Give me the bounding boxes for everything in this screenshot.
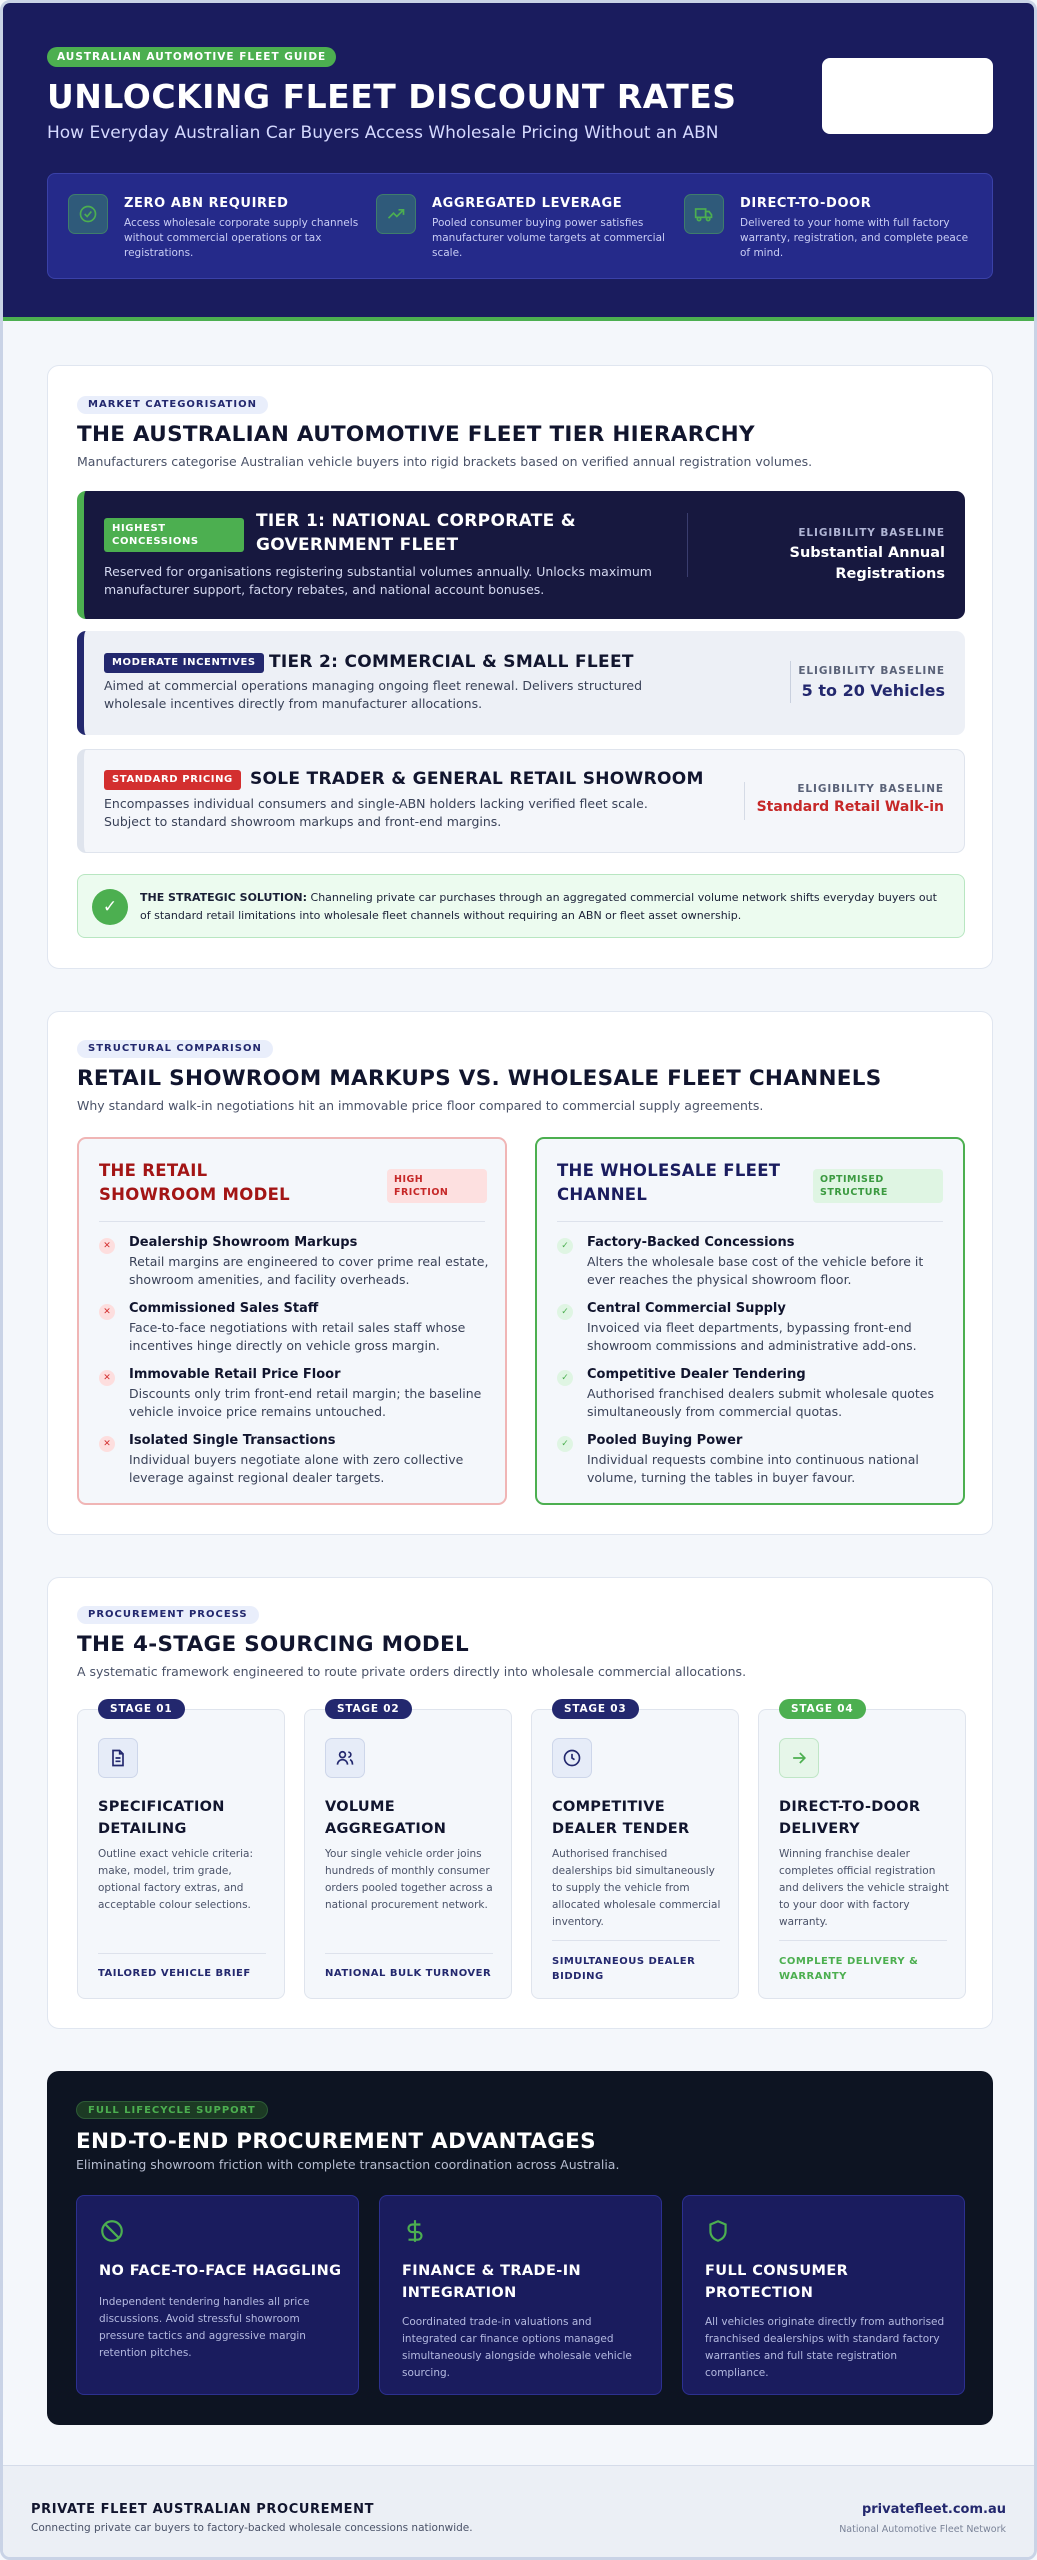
stage-desc: Authorised franchised dealerships bid simultaneously to supply the vehicle from allocated wholesale commercial inventory. [552, 1848, 721, 1928]
solution-lead: THE STRATEGIC SOLUTION: [140, 891, 308, 904]
section-subtitle: Why standard walk-in negotiations hit an immovable price floor compared to commercial supply agreements. [77, 1098, 764, 1113]
check-icon: ✓ [92, 889, 128, 925]
section-pill: STRUCTURAL COMPARISON [77, 1040, 273, 1058]
divider [557, 1221, 943, 1222]
stage-label: STAGE 04 [779, 1699, 866, 1719]
tier-title: SOLE TRADER & GENERAL RETAIL SHOWROOM [250, 769, 704, 789]
item-title: Competitive Dealer Tendering [587, 1367, 806, 1382]
x-icon: ✕ [99, 1238, 115, 1254]
section-subtitle: Manufacturers categorise Australian vehicle buyers into rigid brackets based on verified annual registration volumes. [77, 454, 813, 469]
section-title: THE AUSTRALIAN AUTOMOTIVE FLEET TIER HIERARCHY [77, 422, 755, 447]
stage-desc: Winning franchise dealer completes official registration and delivers the vehicle straight to your door with factory warranty. [779, 1848, 949, 1928]
retail-title: THE RETAIL SHOWROOM MODEL [99, 1161, 290, 1204]
trending-up-icon [376, 194, 416, 234]
check-icon: ✓ [557, 1370, 573, 1386]
advantage-title: NO FACE-TO-FACE HAGGLING [99, 2263, 342, 2279]
tier-1-card [77, 491, 965, 619]
divider [790, 661, 791, 703]
item-title: Commissioned Sales Staff [129, 1301, 319, 1316]
feature-desc: Pooled consumer buying power satisfies manufacturer volume targets at commercial scale. [432, 217, 665, 259]
footer-network: National Automotive Fleet Network [839, 2524, 1006, 2535]
tier-badge: HIGHEST CONCESSIONS [104, 518, 244, 552]
comparison-section [47, 1011, 993, 1535]
eligibility-label: ELIGIBILITY BASELINE [798, 665, 945, 677]
dollar-icon [402, 2218, 428, 2244]
eligibility-value: Standard Retail Walk-in [756, 799, 944, 815]
stage-card-03 [531, 1703, 739, 1999]
wholesale-channel-card [535, 1137, 965, 1505]
eligibility-value: 5 to 20 Vehicles [801, 681, 945, 700]
arrow-right-icon [779, 1738, 819, 1778]
divider [744, 782, 745, 820]
stage-label: STAGE 02 [325, 1699, 412, 1719]
item-title: Factory-Backed Concessions [587, 1235, 795, 1250]
stage-label: STAGE 01 [98, 1699, 185, 1719]
x-icon: ✕ [99, 1370, 115, 1386]
stage-footer: NATIONAL BULK TURNOVER [325, 1968, 492, 1979]
x-icon: ✕ [99, 1304, 115, 1320]
check-icon: ✓ [557, 1304, 573, 1320]
stage-desc: Your single vehicle order joins hundreds of monthly consumer orders pooled together across a national procurement network. [325, 1848, 493, 1911]
item-desc: Discounts only trim front-end retail margin; the baseline vehicle invoice price remains untouched. [129, 1386, 482, 1419]
process-section [47, 1577, 993, 2029]
item-title: Immovable Retail Price Floor [129, 1367, 341, 1382]
stage-footer: SIMULTANEOUS DEALER BIDDING [552, 1956, 696, 1982]
stage-title: DIRECT-TO-DOOR DELIVERY [779, 1799, 921, 1837]
tier-badge: STANDARD PRICING [104, 770, 241, 790]
hero-tag: AUSTRALIAN AUTOMOTIVE FLEET GUIDE [47, 47, 336, 67]
clock-icon [552, 1738, 592, 1778]
section-pill: PROCUREMENT PROCESS [77, 1606, 259, 1624]
stage-title: COMPETITIVE DEALER TENDER [552, 1799, 690, 1837]
page-subtitle: How Everyday Australian Car Buyers Access Wholesale Pricing Without an ABN [47, 123, 719, 143]
advantage-title: FULL CONSUMER PROTECTION [705, 2263, 849, 2301]
advantage-card-no-haggling [76, 2195, 359, 2395]
advantage-card-protection [682, 2195, 965, 2395]
section-pill: FULL LIFECYCLE SUPPORT [76, 2101, 268, 2119]
hero-banner [3, 3, 1034, 321]
retail-model-card [77, 1137, 507, 1505]
divider [552, 1940, 720, 1941]
shield-icon [705, 2218, 731, 2244]
wholesale-tag: OPTIMISED STRUCTURE [813, 1169, 943, 1203]
lifecycle-section [47, 2071, 993, 2425]
section-pill: MARKET CATEGORISATION [77, 396, 268, 414]
feature-title: DIRECT-TO-DOOR [740, 196, 872, 211]
tier-desc: Encompasses individual consumers and single-ABN holders lacking verified fleet scale. Subject to standard showroom markups and front-end margins. [104, 796, 648, 829]
x-icon: ✕ [99, 1436, 115, 1452]
page-title: UNLOCKING FLEET DISCOUNT RATES [47, 77, 737, 116]
section-subtitle: Eliminating showroom friction with complete transaction coordination across Australia. [76, 2157, 620, 2172]
logo-placeholder [822, 58, 993, 134]
stage-card-02 [304, 1703, 512, 1999]
item-title: Central Commercial Supply [587, 1301, 786, 1316]
item-desc: Invoiced via fleet departments, bypassing front-end showroom commissions and administrative add-ons. [587, 1320, 917, 1353]
item-desc: Alters the wholesale base cost of the vehicle before it ever reaches the physical showroom floor. [587, 1254, 924, 1287]
stage-desc: Outline exact vehicle criteria: make, model, trim grade, optional factory extras, and acceptable colour selections. [98, 1848, 253, 1911]
stage-label: STAGE 03 [552, 1699, 639, 1719]
divider [98, 1953, 266, 1954]
item-desc: Authorised franchised dealers submit wholesale quotes simultaneously from commercial quotas. [587, 1386, 935, 1419]
advantage-title: FINANCE & TRADE-IN INTEGRATION [402, 2263, 582, 2301]
item-desc: Face-to-face negotiations with retail sales staff whose incentives hinge directly on vehicle gross margin. [129, 1320, 466, 1353]
item-title: Dealership Showroom Markups [129, 1235, 358, 1250]
item-desc: Retail margins are engineered to cover prime real estate, showroom amenities, and facility overheads. [129, 1254, 489, 1287]
tier-badge: MODERATE INCENTIVES [104, 653, 264, 673]
tier-desc: Reserved for organisations registering substantial volumes annually. Unlocks maximum manufacturer support, factory rebates, and national account bonuses. [104, 564, 652, 597]
section-title: END-TO-END PROCUREMENT ADVANTAGES [76, 2129, 596, 2154]
stage-footer: TAILORED VEHICLE BRIEF [98, 1968, 251, 1979]
hero-features-panel [47, 173, 993, 279]
wholesale-title: THE WHOLESALE FLEET CHANNEL [557, 1161, 781, 1204]
tier-desc: Aimed at commercial operations managing ongoing fleet renewal. Delivers structured wholesale incentives directly from manufacturer allocations. [104, 678, 643, 711]
footer-url-link[interactable]: privatefleet.com.au [861, 2502, 1006, 2517]
eligibility-label: ELIGIBILITY BASELINE [798, 527, 945, 539]
check-icon: ✓ [557, 1436, 573, 1452]
no-entry-icon [99, 2218, 125, 2244]
advantage-card-finance [379, 2195, 662, 2395]
users-icon [325, 1738, 365, 1778]
solution-text [140, 889, 940, 925]
divider [99, 1221, 485, 1222]
check-icon: ✓ [557, 1238, 573, 1254]
tier-title: TIER 2: COMMERCIAL & SMALL FLEET [269, 652, 634, 672]
item-title: Isolated Single Transactions [129, 1433, 336, 1448]
tier-hierarchy-section [47, 365, 993, 969]
advantage-desc: Independent tendering handles all price discussions. Avoid stressful showroom pressure tactics and aggressive margin retention pitches. [99, 2296, 310, 2359]
stage-card-01 [77, 1703, 285, 1999]
item-desc: Individual requests combine into continuous national volume, turning the tables in buyer favour. [587, 1452, 919, 1485]
divider [779, 1940, 947, 1941]
stage-title: SPECIFICATION DETAILING [98, 1799, 225, 1837]
footer-subtitle: Connecting private car buyers to factory-backed wholesale concessions nationwide. [31, 2522, 473, 2534]
section-title: THE 4-STAGE SOURCING MODEL [77, 1632, 470, 1657]
stage-footer: COMPLETE DELIVERY & WARRANTY [779, 1956, 919, 1982]
truck-icon [684, 194, 724, 234]
page-footer [3, 2465, 1034, 2560]
section-title: RETAIL SHOWROOM MARKUPS VS. WHOLESALE FLEET CHANNELS [77, 1066, 882, 1091]
tier-2-card [77, 631, 965, 735]
footer-title: PRIVATE FLEET AUSTRALIAN PROCUREMENT [31, 2502, 375, 2517]
tier-3-card [77, 749, 965, 853]
advantage-desc: Coordinated trade-in valuations and integrated car finance options managed simultaneously alongside wholesale vehicle sourcing. [402, 2316, 632, 2379]
feature-desc: Delivered to your home with full factory warranty, registration, and complete peace of mind. [740, 217, 969, 259]
divider [325, 1953, 493, 1954]
advantage-desc: All vehicles originate directly from authorised franchised dealerships with standard factory warranties and full state registration compliance. [705, 2316, 945, 2379]
item-desc: Individual buyers negotiate alone with zero collective leverage against regional dealer targets. [129, 1452, 464, 1485]
section-subtitle: A systematic framework engineered to route private orders directly into wholesale commercial allocations. [77, 1664, 747, 1679]
stage-card-04 [758, 1703, 966, 1999]
solution-body: Channeling private car purchases through an aggregated commercial volume network shifts everyday buyers out of standard retail limitations into wholesale fleet channels without requiring an ABN or fleet asset ownership. [140, 891, 937, 922]
feature-desc: Access wholesale corporate supply channels without commercial operations or tax registrations. [124, 217, 359, 259]
document-icon [98, 1738, 138, 1778]
retail-tag: HIGH FRICTION [387, 1169, 487, 1203]
feature-title: ZERO ABN REQUIRED [124, 196, 289, 211]
tier-title: TIER 1: NATIONAL CORPORATE & GOVERNMENT FLEET [256, 511, 576, 555]
feature-title: AGGREGATED LEVERAGE [432, 196, 623, 211]
stage-title: VOLUME AGGREGATION [325, 1799, 447, 1837]
divider [687, 513, 688, 577]
check-circle-icon [68, 194, 108, 234]
eligibility-value: Substantial Annual Registrations [789, 545, 945, 582]
item-title: Pooled Buying Power [587, 1433, 743, 1448]
strategic-solution-callout [77, 874, 965, 938]
eligibility-label: ELIGIBILITY BASELINE [797, 783, 944, 795]
